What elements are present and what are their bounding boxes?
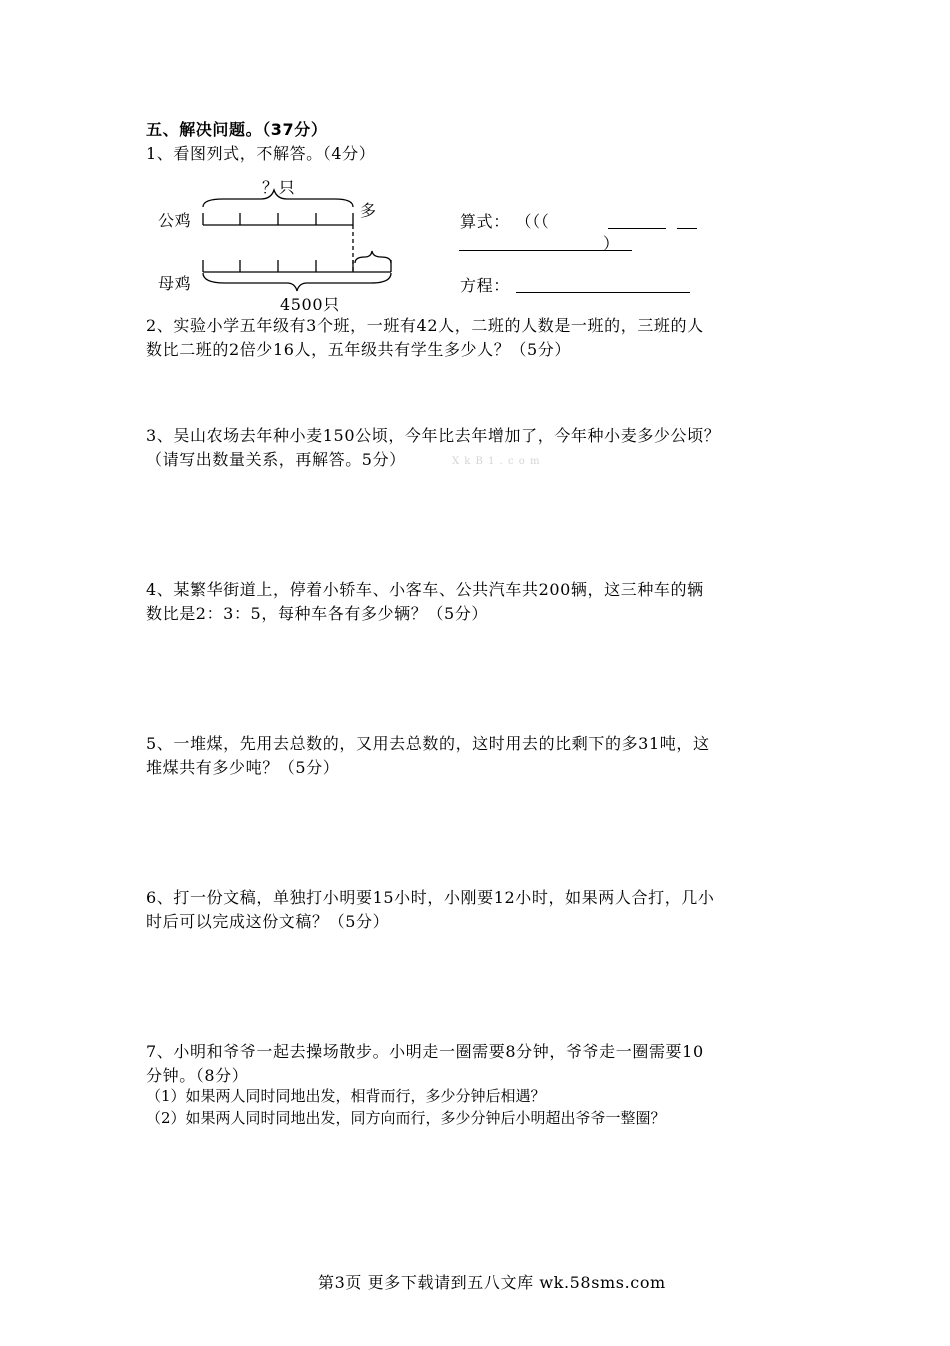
equation-label: 方程：: [460, 276, 510, 295]
diagram-bottom-label: 4500只: [280, 295, 340, 314]
extra-brace: [355, 251, 391, 263]
line-segment-diagram: [195, 185, 405, 295]
diagram-more-label: 多: [360, 201, 377, 220]
q5-line2: 堆煤共有多少吨？（5分）: [146, 758, 340, 777]
diagram-hen-label: 母鸡: [158, 274, 192, 293]
q7-line1: 7、小明和爷爷一起去操场散步。小明走一圈需要8分钟，爷爷走一圈需要10: [146, 1042, 704, 1061]
q2-line2: 数比二班的2倍少16人，五年级共有学生多少人？（5分）: [146, 340, 571, 359]
equation-blank[interactable]: [516, 274, 690, 293]
q7-sub2: （2）如果两人同时同地出发，同方向而行，多少分钟后小明超出爷爷一整圈？: [146, 1109, 666, 1127]
formula-blank-2[interactable]: [677, 210, 697, 229]
formula-close-paren: ）: [603, 234, 620, 253]
formula-parens: （（（: [515, 212, 550, 231]
q6-line1: 6、打一份文稿，单独打小明要15小时，小刚要12小时，如果两人合打，几小: [146, 888, 715, 907]
watermark-text: X k B 1 . c o m: [452, 456, 541, 467]
q6-line2: 时后可以完成这份文稿？（5分）: [146, 912, 390, 931]
bottom-brace: [203, 273, 391, 291]
q7-line2: 分钟。（8分）: [146, 1066, 249, 1085]
section-title: 五、解决问题。（37分）: [146, 120, 328, 139]
q3-line2: （请写出数量关系，再解答。5分）: [146, 450, 406, 469]
q4-line2: 数比是2：3：5，每种车各有多少辆？（5分）: [146, 604, 488, 623]
q1-stem: 1、看图列式，不解答。（4分）: [146, 144, 376, 163]
formula-blank-1[interactable]: [608, 210, 666, 229]
q5-line1: 5、一堆煤，先用去总数的，又用去总数的，这时用去的比剩下的多31吨，这: [146, 734, 710, 753]
page-footer: 第3页 更多下载请到五八文库 wk.58sms.com: [318, 1273, 666, 1292]
top-brace: [203, 190, 353, 207]
diagram-rooster-label: 公鸡: [158, 211, 192, 230]
q3-line1: 3、吴山农场去年种小麦150公顷，今年比去年增加了，今年种小麦多少公顷？: [146, 426, 721, 445]
q2-line1: 2、实验小学五年级有3个班，一班有42人，二班的人数是一班的，三班的人: [146, 316, 704, 335]
diagram-top-label: ？只: [262, 178, 296, 197]
q4-line1: 4、某繁华街道上，停着小轿车、小客车、公共汽车共200辆，这三种车的辆: [146, 580, 704, 599]
formula-label-text: 算式：: [460, 212, 510, 231]
formula-label: [460, 209, 549, 232]
q7-sub1: （1）如果两人同时同地出发，相背而行，多少分钟后相遇？: [146, 1087, 546, 1105]
